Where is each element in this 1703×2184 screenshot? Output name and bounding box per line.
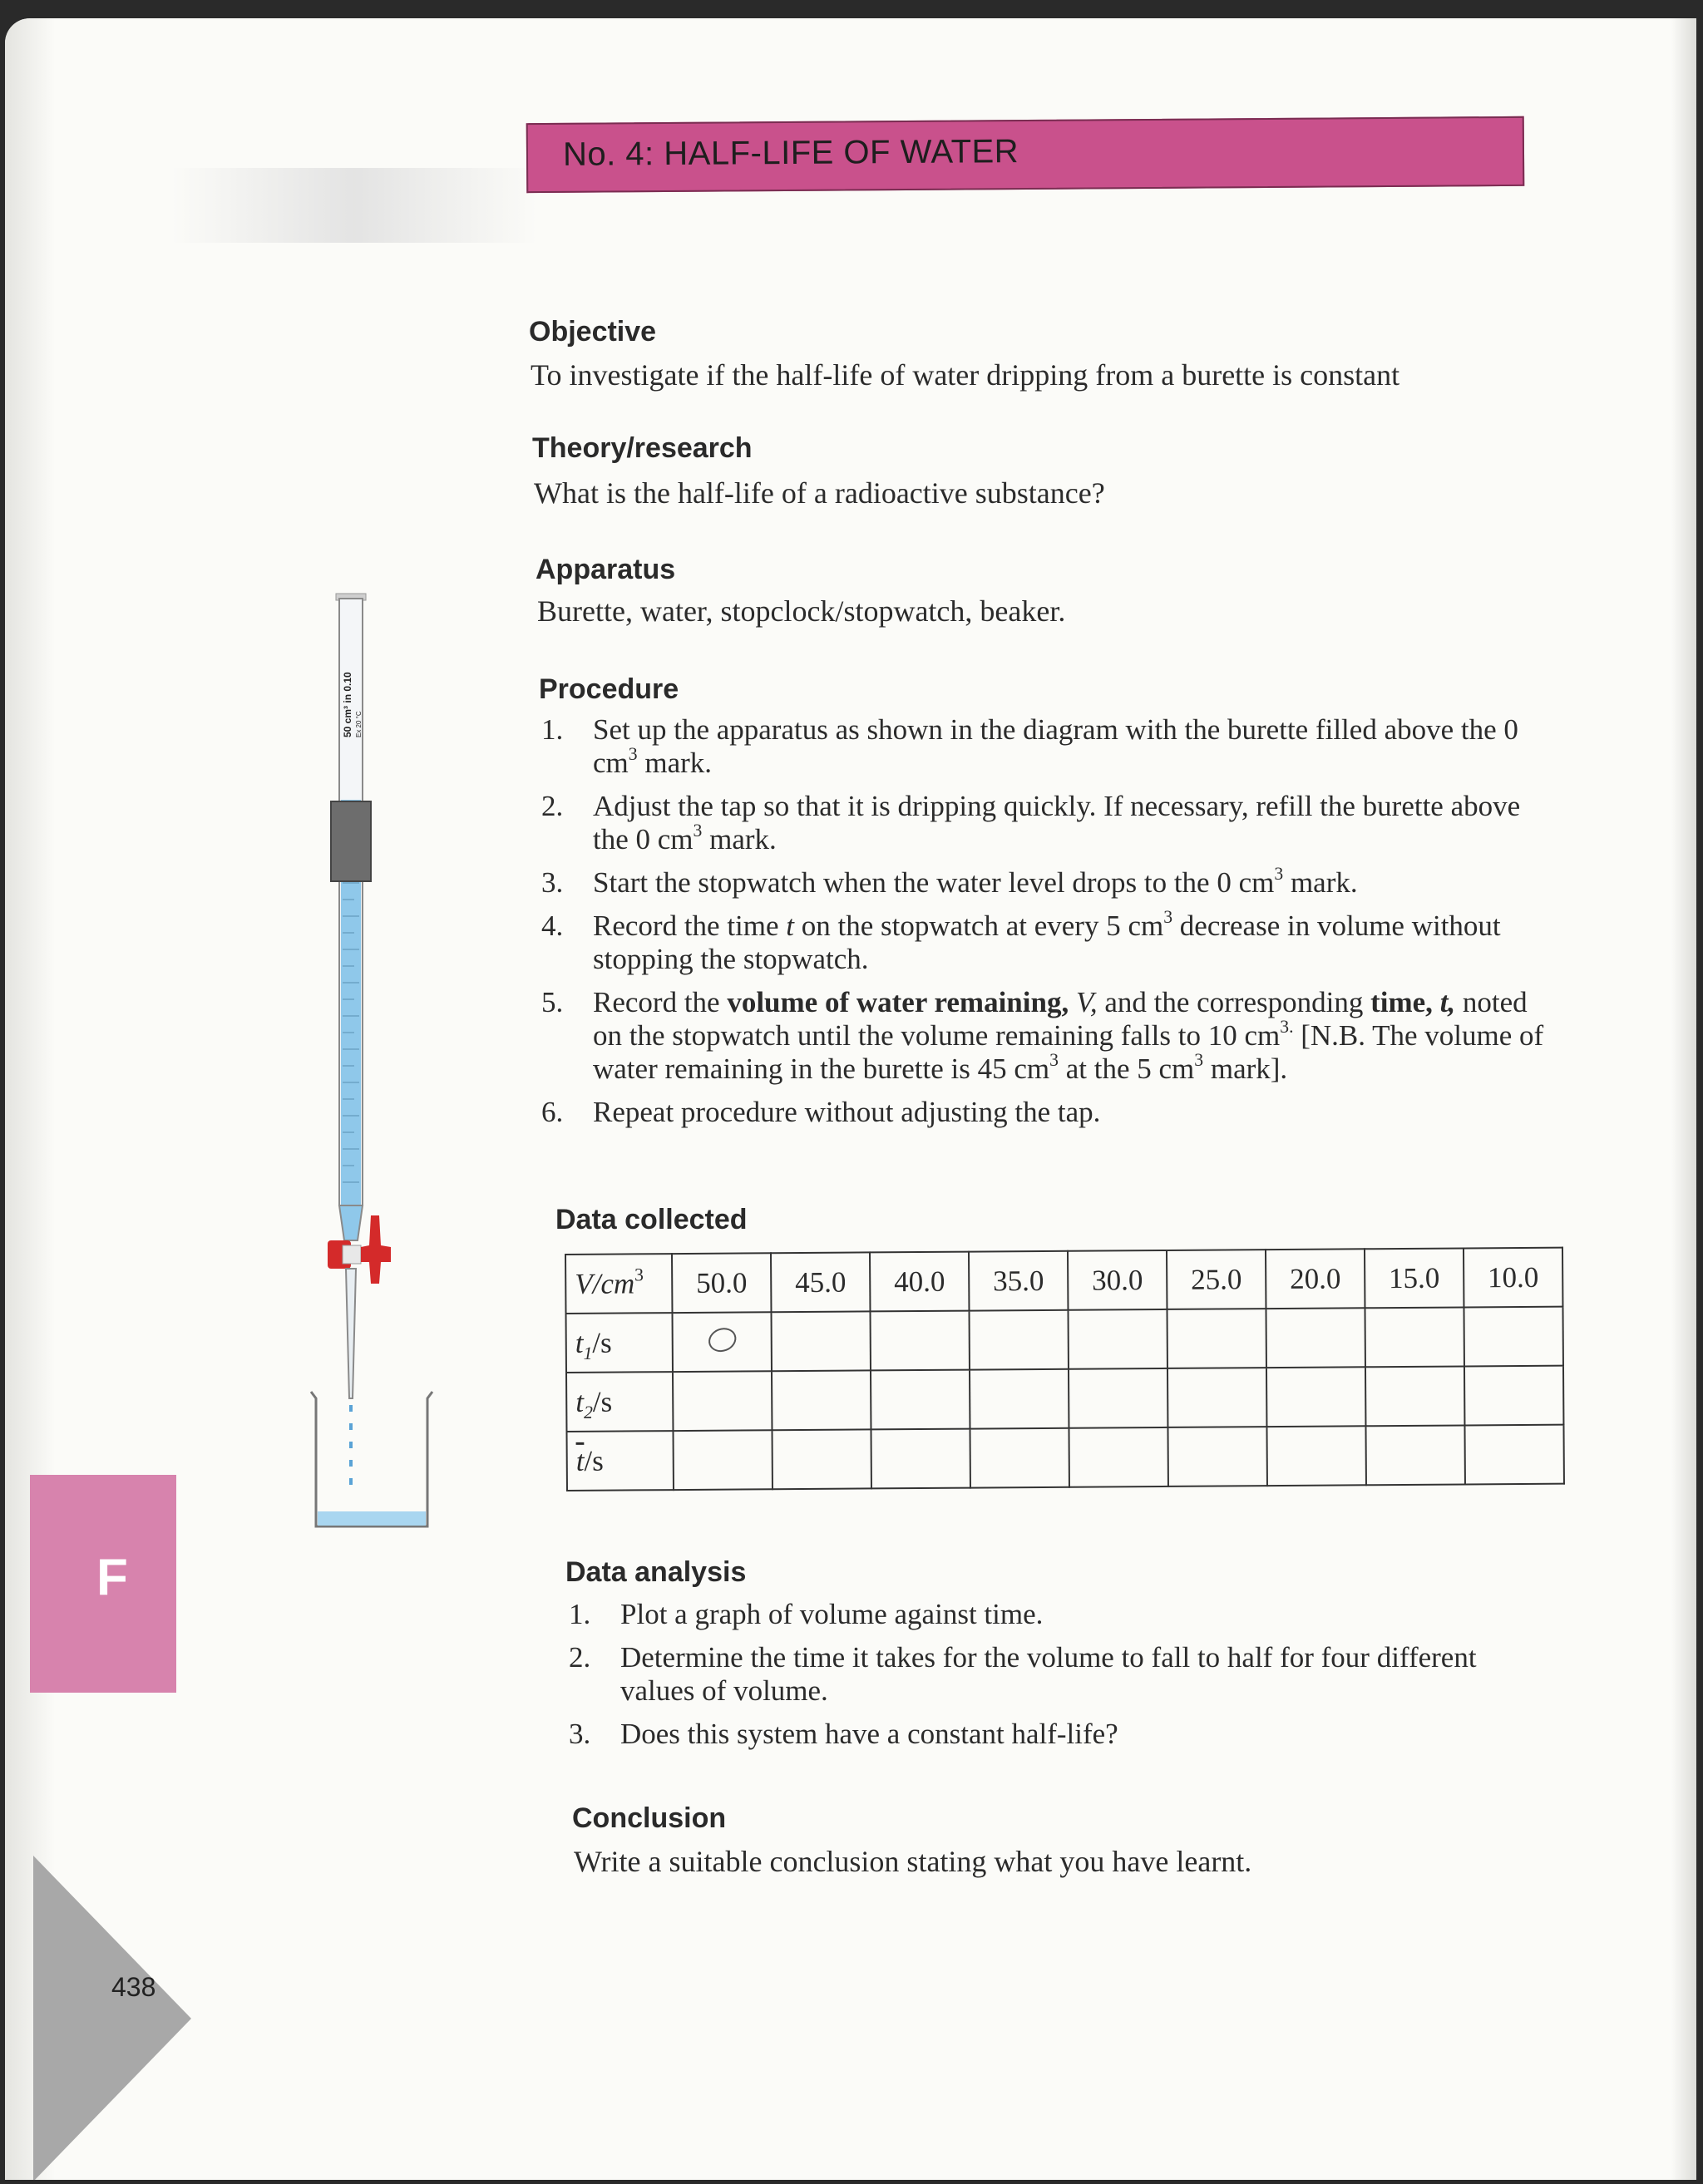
page-title: No. 4: HALF-LIFE OF WATER	[562, 133, 1019, 173]
burette-diagram	[288, 575, 487, 1540]
table-cell	[969, 1310, 1068, 1370]
step-text: at the 5 cm	[1058, 1053, 1195, 1085]
item-number: 1.	[569, 1598, 591, 1630]
volume-cell: 35.0	[969, 1251, 1068, 1311]
item-text: Plot a graph of volume against time.	[620, 1598, 1044, 1630]
step-number: 5.	[541, 986, 564, 1018]
table-cell	[772, 1370, 871, 1430]
step-text: noted on the stopwatch until the volume remaining falls to 10 cm	[593, 986, 1528, 1052]
superscript: 3	[628, 744, 638, 765]
step-text: Adjust the tap so that it is dripping quickly. If necessary, refill the burette above the 0 cm	[593, 790, 1521, 855]
beaker	[311, 1392, 432, 1526]
apparatus-heading: Apparatus	[536, 554, 676, 585]
row-label-t1	[566, 1313, 673, 1373]
conclusion-heading: Conclusion	[572, 1802, 727, 1834]
bold-text: volume of water remaining,	[727, 986, 1069, 1018]
stopcock-handle	[361, 1215, 391, 1284]
unit: /s	[592, 1385, 613, 1418]
table-cell	[1068, 1309, 1167, 1369]
volume-cell: 15.0	[1365, 1248, 1464, 1308]
variable-v: V,	[1069, 986, 1098, 1018]
table-cell	[1464, 1366, 1563, 1426]
page-number-triangle	[33, 1856, 191, 2180]
superscript: 3	[1049, 1050, 1059, 1071]
table-cell	[673, 1430, 772, 1490]
procedure-step	[541, 713, 1556, 780]
variable-t: t	[786, 910, 795, 942]
procedure-list	[541, 713, 1556, 1139]
page-number: 438	[111, 1972, 156, 2002]
section-tab-letter: F	[96, 1549, 128, 1606]
volume-cell: 30.0	[1068, 1250, 1167, 1310]
table-cell	[871, 1429, 970, 1489]
step-text: mark.	[1283, 866, 1358, 899]
procedure-step	[541, 986, 1556, 1086]
step-number: 4.	[541, 910, 564, 942]
objective-heading: Objective	[529, 316, 657, 348]
beaker-water	[318, 1511, 426, 1526]
table-cell	[673, 1371, 772, 1431]
step-number: 1.	[541, 713, 564, 746]
table-cell	[1167, 1309, 1266, 1368]
procedure-step	[541, 790, 1556, 856]
unit: /s	[592, 1326, 612, 1359]
volume-cell: 10.0	[1464, 1248, 1562, 1308]
row-label-t2	[566, 1372, 673, 1432]
apparatus-text: Burette, water, stopclock/stopwatch, beaker.	[537, 594, 1066, 628]
superscript: 3	[693, 821, 703, 841]
table-header-row	[565, 1248, 1562, 1314]
theory-text: What is the half-life of a radioactive substance?	[534, 476, 1105, 510]
table-cell	[1069, 1368, 1167, 1428]
table-cell	[1464, 1425, 1563, 1485]
volume-cell: 45.0	[771, 1252, 870, 1312]
analysis-item	[569, 1641, 1517, 1708]
var-t: t	[575, 1385, 585, 1418]
bold-text: time,	[1370, 986, 1440, 1018]
step-number: 3.	[541, 866, 564, 899]
water-drips	[349, 1405, 353, 1485]
step-number: 6.	[541, 1096, 564, 1128]
data-analysis-heading: Data analysis	[565, 1556, 747, 1588]
subscript: 2	[583, 1402, 593, 1422]
data-table	[565, 1247, 1565, 1491]
table-cell	[1464, 1307, 1562, 1367]
table-cell	[1365, 1425, 1464, 1485]
item-number: 3.	[569, 1718, 591, 1750]
table-cell	[1069, 1427, 1167, 1487]
burette-clamp	[331, 801, 371, 881]
var-t: t	[575, 1326, 584, 1359]
faint-print-through	[171, 168, 537, 243]
table-cell	[871, 1370, 970, 1430]
variable-t: t,	[1439, 986, 1456, 1018]
data-collected-heading: Data collected	[555, 1204, 748, 1235]
superscript: 3	[634, 1265, 644, 1285]
volume-cell: 40.0	[870, 1252, 969, 1312]
table-cell	[772, 1429, 871, 1489]
row-label-tbar	[566, 1431, 673, 1491]
step-text: Record the	[593, 986, 728, 1018]
volume-cell: 50.0	[672, 1253, 771, 1313]
table-cell	[672, 1312, 771, 1372]
textbook-page	[5, 18, 1696, 2180]
table-cell	[1167, 1427, 1266, 1486]
step-text: Set up the apparatus as shown in the diagram with the burette filled above the 0 cm	[593, 713, 1518, 779]
step-text: and the corresponding	[1097, 986, 1371, 1018]
superscript: 3	[1274, 864, 1284, 885]
step-text: Start the stopwatch when the water level drops to the 0 cm	[593, 866, 1275, 899]
var-t-bar: $\overline{t}$	[575, 1444, 585, 1477]
analysis-item	[569, 1718, 1517, 1751]
table-cell	[970, 1428, 1069, 1488]
burette-label: 50 cm³ in 0.10	[342, 672, 353, 737]
objective-text: To investigate if the half-life of water dripping from a burette is constant	[531, 358, 1400, 392]
analysis-list	[569, 1598, 1517, 1761]
step-text: mark].	[1203, 1053, 1288, 1085]
handwritten-zero-mark	[704, 1324, 739, 1355]
table-cell	[771, 1311, 870, 1371]
table-cell	[1365, 1366, 1464, 1426]
theory-heading: Theory/research	[532, 432, 753, 464]
table-cell	[1365, 1307, 1464, 1367]
procedure-step	[541, 866, 1556, 900]
subscript: 1	[583, 1343, 593, 1363]
item-number: 2.	[569, 1641, 591, 1674]
superscript: 3	[1194, 1050, 1204, 1071]
step-text: mark.	[702, 823, 777, 855]
volume-cell: 25.0	[1167, 1250, 1266, 1309]
burette-taper	[339, 1205, 363, 1240]
superscript: 3	[1163, 907, 1173, 928]
table-cell	[1266, 1308, 1365, 1368]
step-text: [N.B. The volume of water remaining in the burette is 45 cm	[593, 1019, 1544, 1085]
table-row	[566, 1366, 1563, 1432]
stopcock-barrel	[343, 1245, 361, 1264]
table-cell	[1266, 1367, 1365, 1427]
table-cell	[870, 1311, 969, 1371]
step-number: 2.	[541, 790, 564, 822]
table-header-cell	[565, 1254, 672, 1314]
step-text: mark.	[637, 747, 713, 779]
title-bar	[526, 116, 1525, 193]
superscript: 3.	[1280, 1017, 1294, 1038]
volume-cell: 20.0	[1266, 1249, 1365, 1309]
conclusion-text: Write a suitable conclusion stating what you have learnt.	[574, 1845, 1252, 1878]
step-text: decrease in volume without stopping the stopwatch.	[593, 910, 1501, 975]
table-cell	[1167, 1368, 1266, 1427]
analysis-item	[569, 1598, 1517, 1631]
step-text: Repeat procedure without adjusting the tap.	[593, 1096, 1101, 1128]
burette-label-sub: Ex 20 °C	[355, 711, 363, 737]
volume-label: V/cm	[575, 1266, 635, 1300]
step-text: on the stopwatch at every 5 cm	[794, 910, 1164, 942]
procedure-step	[541, 1096, 1556, 1129]
unit: /s	[584, 1444, 604, 1477]
table-cell	[970, 1369, 1069, 1429]
procedure-step	[541, 907, 1556, 976]
item-text: Determine the time it takes for the volume to fall to half for four different values of volume.	[620, 1641, 1477, 1707]
table-row	[566, 1425, 1563, 1491]
step-text: Record the time	[593, 910, 787, 942]
table-cell	[1266, 1426, 1365, 1486]
procedure-heading: Procedure	[539, 673, 679, 705]
burette-jet	[346, 1269, 356, 1398]
table-row	[566, 1307, 1563, 1373]
page-shadow-right	[1671, 18, 1696, 2180]
item-text: Does this system have a constant half-life?	[620, 1718, 1118, 1750]
